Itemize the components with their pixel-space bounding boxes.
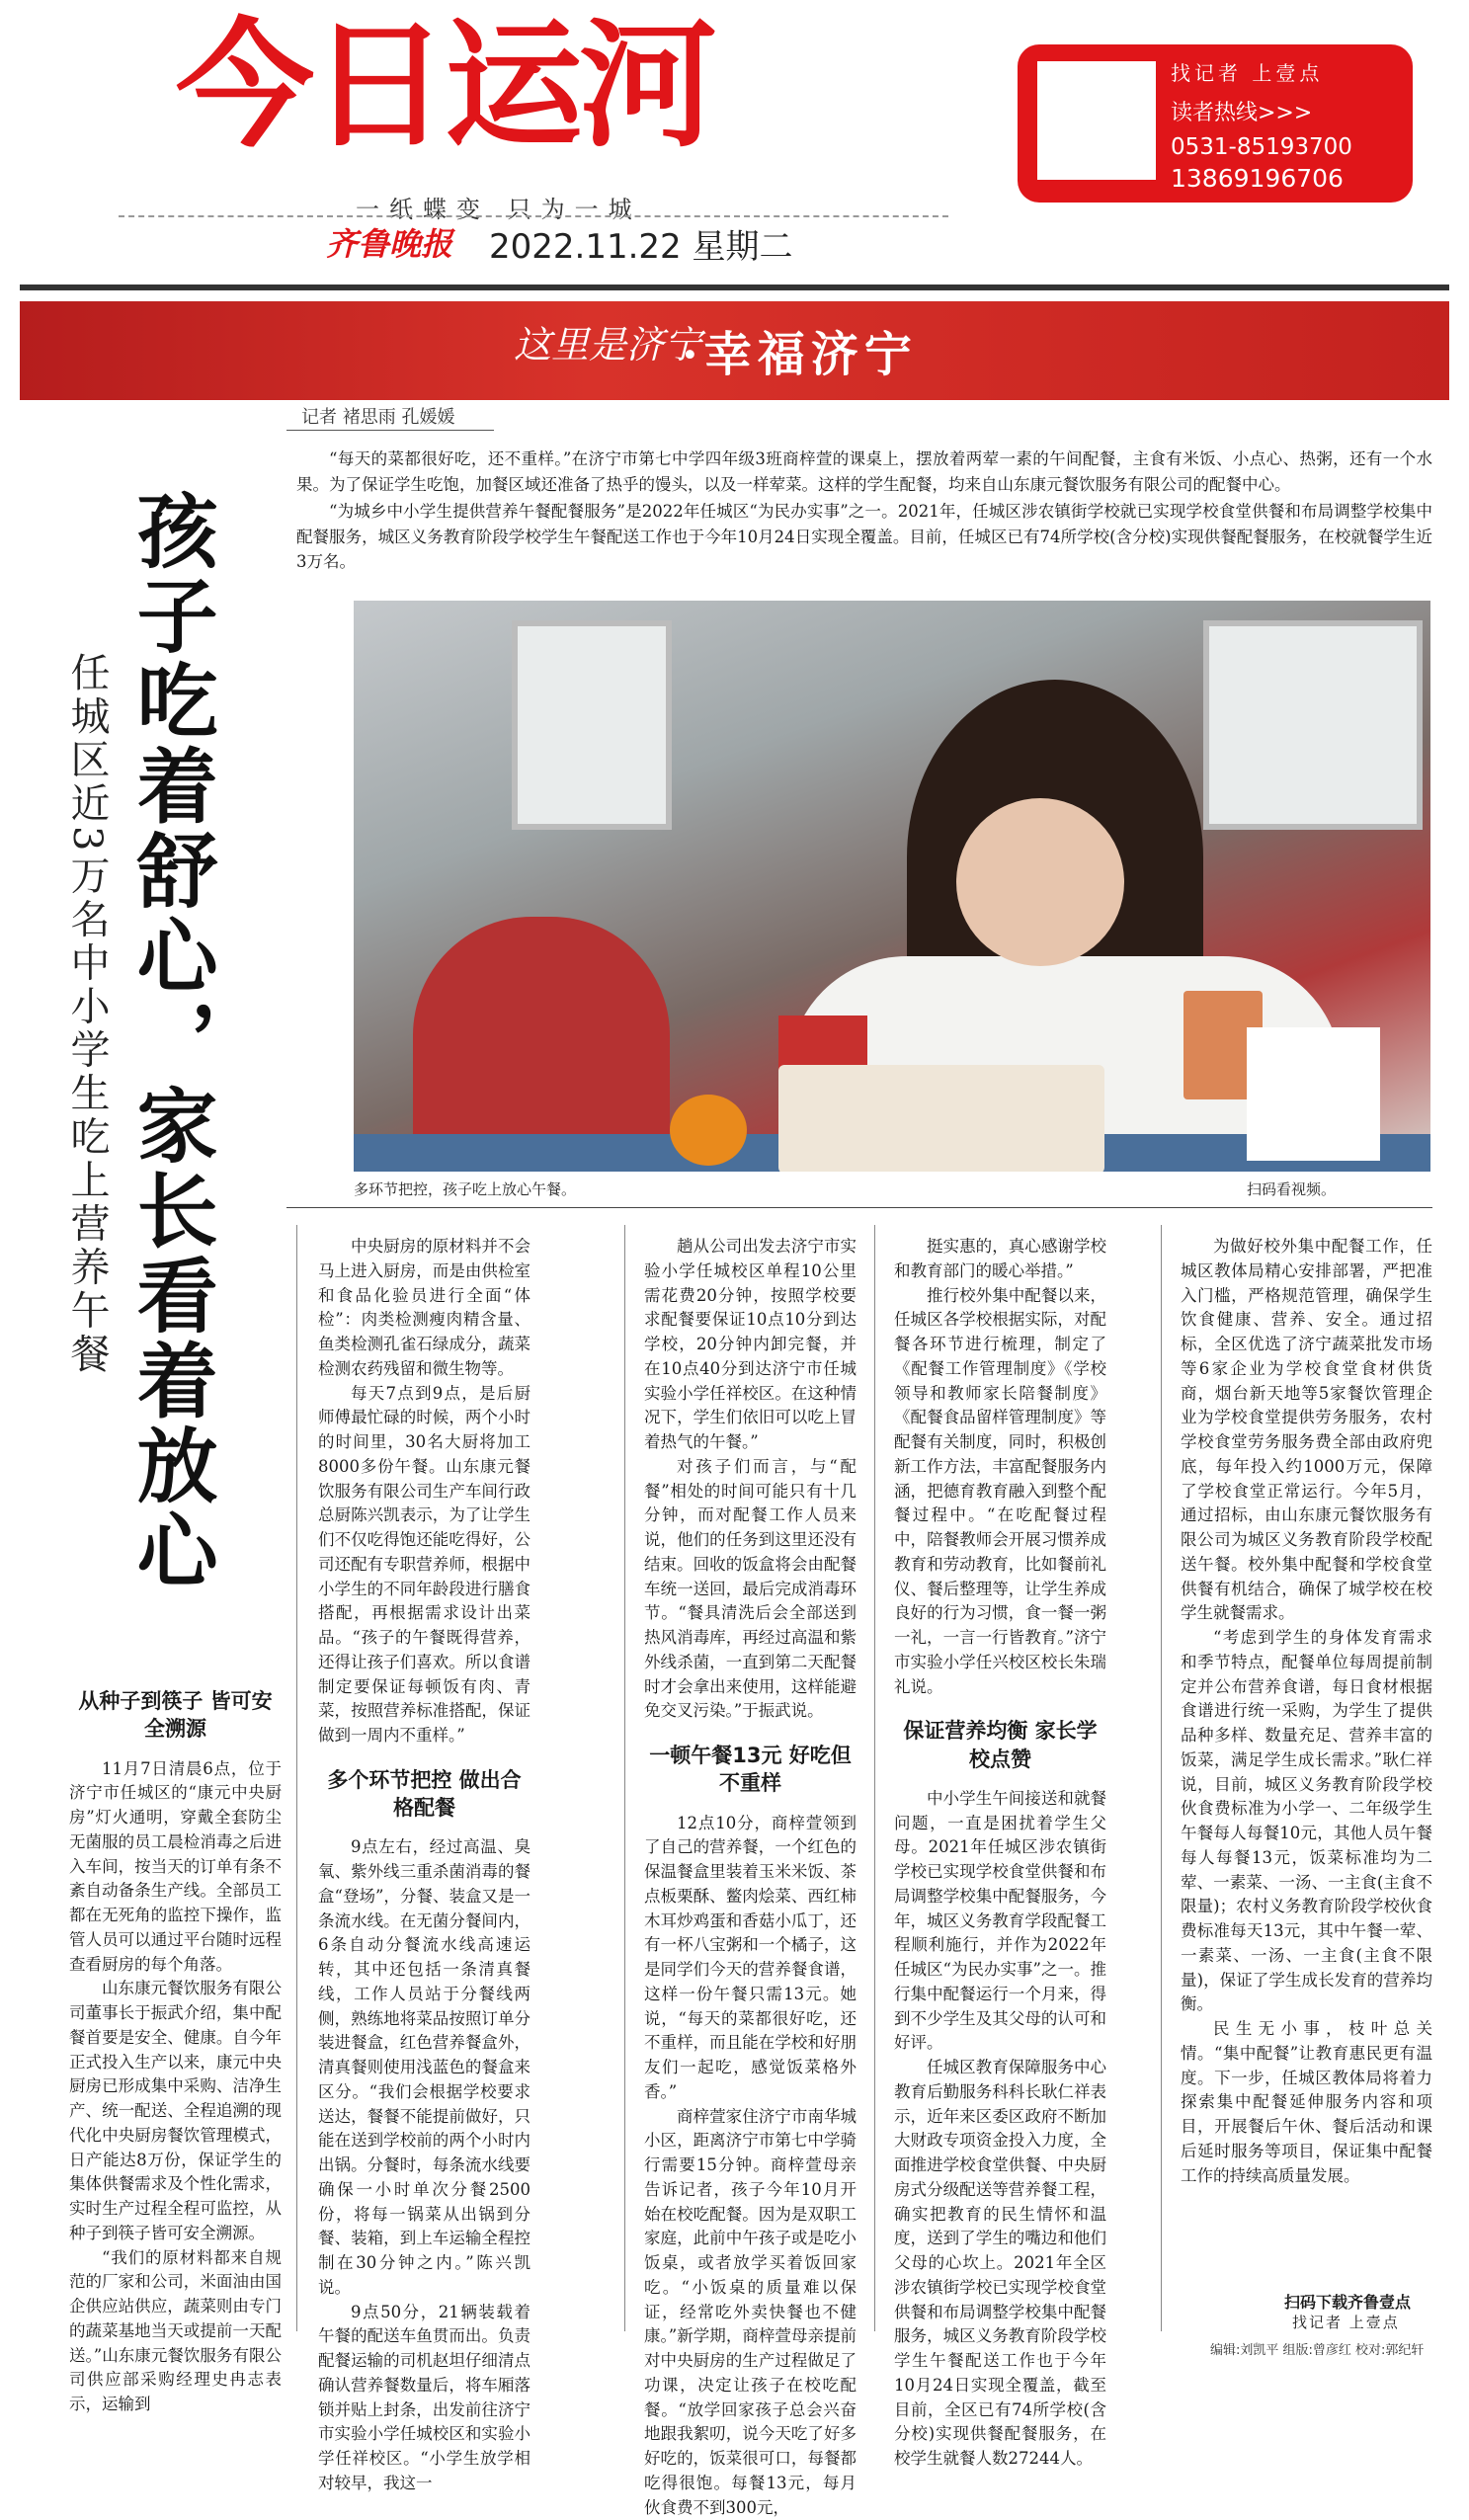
paragraph: 民生无小事，枝叶总关情。“集中配餐”让教育惠民更有温度。下一步，任城区教体局将着力探索集中配餐延伸服务内容和项目，开展餐后午休、餐后活动和课后延时服务等项目，保证集中配餐工作的持续高质量发展。 — [1181, 2019, 1432, 2185]
paragraph: 商梓萱家住济宁市南华城小区，距离济宁市第七中学骑行需要15分钟。商梓萱母亲告诉记者，孩子今年10月开始在校吃配餐。因为是双职工家庭，此前中午孩子或是吃小饭桌，或者放学买着饭回家吃。“小饭桌的质量难以保证，经常吃外卖快餐也不健康。”新学期，商梓萱母亲提前对中央厨房的生产过程做足了功课，决定让孩子在校吃配餐。“放学回家孩子总会兴奋地跟我絮叨，说今天吃了好多好吃的，饭菜很可口，每餐都吃得很饱。每餐13元，每月伙食费不到300元， — [644, 2106, 857, 2517]
photo-window-left — [512, 620, 672, 830]
qr-caption: 扫码看视频。 — [1247, 1180, 1337, 1198]
paragraph: 9点左右，经过高温、臭氧、紫外线三重杀菌消毒的餐盒“登场”，分餐、装盒又是一条流水线。在无菌分餐间内，6条自动分餐流水线高速运转，其中还包括一条清真餐线，工作人员站于分餐线两侧，熟练地将菜品按照订单分装进餐盒，红色营养餐盒外，清真餐则使用浅蓝色的餐盒来区分。“我们会根据学校要求送达，餐餐不能提前做好，只能在送到学校前的两个小时内出锅。分餐时，每条流水线要确保一小时单次分餐2500份，将每一锅菜从出锅到分餐、装箱，到上车运输全程控制在30分钟之内。”陈兴凯说。 — [318, 1837, 530, 2297]
banner-logo: 这里是济宁 — [514, 323, 702, 366]
photo-caption: 多环节把控，孩子吃上放心午餐。 — [354, 1180, 577, 1198]
byline-divider — [286, 430, 494, 431]
paragraph: 中小学生午间接送和就餐问题，一直是困扰着学生父母。2021年任城区涉农镇街学校已实现学校食堂供餐和布局调整学校集中配餐服务，今年，城区义务教育学段配餐工程顺利施行，并作为2022年任城区“为民办实事”之一。推行集中配餐运行一个月来，得到不少学生及其父母的认可和好评。 — [894, 1788, 1106, 2053]
paragraph: 趟从公司出发去济宁市实验小学任城校区单程10公里需花费20分钟，按照学校要求配餐要保证10点10分到达学校，20分钟内卸完餐，并在10点40分到达济宁市任城实验小学任祥校区。在这种情况下，学生们依旧可以吃上冒着热气的午餐。” — [644, 1237, 857, 1451]
masthead-bottom-rule — [20, 285, 1449, 290]
banner-title: ·幸福济宁 — [682, 327, 918, 382]
article-column-2 — [318, 1235, 530, 2496]
paragraph: 山东康元餐饮服务有限公司董事长于振武介绍，集中配餐首要是安全、健康。自今年正式投入生产以来，康元中央厨房已形成集中采购、洁净生产、统一配送、全程追溯的现代化中央厨房餐饮管理模式，日产能达8万份，保证学生的集体供餐需求及个性化需求，实时生产过程全程可监控，从种子到筷子皆可安全溯源。 — [69, 1979, 282, 2242]
paragraph: 12点10分，商梓萱领到了自己的营养餐，一个红色的保温餐盒里装着玉米米饭、茶点板栗酥、鳖肉烩菜、西红柿木耳炒鸡蛋和香菇小瓜丁，还有一杯八宝粥和一个橘子，这是同学们今天的营养餐食谱，这样一份午餐只需13元。她说，“每天的菜都很好吃，还不重样，而且能在学校和好朋友们一起吃，感觉饭菜格外香。” — [644, 1813, 857, 2101]
subheading-nutrition: 保证营养均衡 家长学校点赞 — [903, 1719, 1098, 1771]
video-qr-code-icon[interactable] — [1247, 1027, 1380, 1161]
paragraph: 推行校外集中配餐以来，任城区各学校根据实际，对配餐各环节进行梳理，制定了《配餐工作管理制度》《学校领导和教师家长陪餐制度》《配餐食品留样管理制度》等配餐有关制度，同时，积极创新工作方法，丰富配餐服务内涵，把德育教育融入到整个配餐过程中。“在吃配餐过程中，陪餐教师会开展习惯养成教育和劳动教育，比如餐前礼仪、餐后整理等，让学生养成良好的行为习惯，食一餐一粥一礼，一言一行皆教育。”济宁市实验小学任兴校区校长朱瑞礼说。 — [894, 1285, 1106, 1696]
photo-students-background — [413, 917, 670, 1164]
paragraph: 每天7点到9点，是后厨师傅最忙碌的时候，两个小时的时间里，30名大厨将加工8000多份午餐。山东康元餐饮服务有限公司生产车间行政总厨陈兴凯表示，为了让学生们不仅吃得饱还能吃得好，公司还配有专职营养师，根据中小学生的不同年龄段进行膳食搭配，再根据需求设计出菜品。“孩子的午餐既得营养，还得让孩子们喜欢。所以食谱制定要保证每顿饭有肉、青菜，按照营养标准搭配，保证做到一周内不重样。” — [318, 1383, 530, 1745]
lead-text — [296, 447, 1432, 577]
headline-main: 孩子吃着舒心，家长看着放心 — [123, 489, 219, 1593]
masthead-title: 今日运河 — [176, 6, 714, 167]
photo-meal-tray — [778, 1065, 1104, 1172]
paragraph: 挺实惠的，真心感谢学校和教育部门的暖心举措。” — [894, 1237, 1106, 1280]
paragraph: “我们的原材料都来自规范的厂家和公司，米面油由国企供应站供应，蔬菜则由专门的蔬菜基地当天或提前一天配送。”山东康元餐饮服务有限公司供应部采购经理史冉志表示，运输到 — [69, 2247, 282, 2414]
qr-code-icon[interactable] — [1037, 61, 1156, 180]
headline-sub: 任城区近3万名中小学生吃上营养午餐 — [64, 652, 110, 1377]
paragraph: 11月7日清晨6点，位于济宁市任城区的“康元中央厨房”灯火通明，穿戴全套防尘无菌服的员工晨检消毒之后进入车间，按当天的订单有条不紊自动备条生产线。全部员工都在无死角的监控下操作，监管人员可以通过平台随时远程查看厨房的每个角落。 — [69, 1758, 282, 1974]
brand-logo: 齐鲁晚报 — [326, 225, 453, 263]
photo-girl-face — [956, 798, 1124, 966]
article-column-1 — [69, 1669, 282, 2417]
paragraph: 9点50分，21辆装载着午餐的配送车鱼贯而出。负责配餐运输的司机赵坦仔细清点确认营养餐数量后，将车厢落锁并贴上封条，出发前往济宁市实验小学任城校区和实验小学任祥校区。“小学生放学相对较早，我这一 — [318, 2302, 530, 2492]
column-divider — [296, 1225, 297, 2331]
subheading-quality-control: 多个环节把控 做出合格配餐 — [327, 1767, 522, 1821]
footer-download-text: 扫码下载齐鲁壹点 — [1284, 2293, 1412, 2312]
footer-editors: 编辑:刘凯平 组版:曾彦红 校对:郭纪轩 — [1210, 2343, 1425, 2358]
column-divider — [1161, 1225, 1162, 2331]
masthead-divider — [119, 215, 948, 217]
lead-paragraph-1: “每天的菜都很好吃，还不重样。”在济宁市第七中学四年级3班商梓萱的课桌上，摆放着两荤一素的午间配餐，主食有米饭、小点心、热粥，还有一个水果。为了保证学生吃饱，加餐区域还准备了热乎的馒头，以及一样荤菜。这样的学生配餐，均来自山东康元餐饮服务有限公司的配餐中心。 — [296, 449, 1432, 494]
contact-hotline-label: 读者热线>>> — [1171, 101, 1313, 125]
lead-paragraph-2: “为城乡中小学生提供营养午餐配餐服务”是2022年任城区“为民办实事”之一。2021年，任城区涉农镇街学校就已实现学校食堂供餐和布局调整学校集中配餐服务，城区义务教育阶段学校学生午餐配送工作也于今年10月24日实现全覆盖。目前，任城区已有74所学校(含分校)实现供餐配餐服务，在校就餐学生近3万名。 — [296, 502, 1432, 572]
issue-date: 2022.11.22 星期二 — [489, 227, 793, 267]
column-divider — [624, 1225, 625, 2331]
contact-info — [1171, 57, 1352, 193]
article-column-4 — [894, 1235, 1106, 2472]
contact-phone-1: 0531-85193700 — [1171, 134, 1352, 160]
paragraph: 对孩子们而言，与“配餐”相处的时间可能只有十几分钟，而对配餐工作人员来说，他们的任务到这里还没有结束。回收的饭盒将会由配餐车统一送回，最后完成消毒环节。“餐具清洗后会全部送到热风消毒库，再经过高温和紫外线杀菌，一直到第二天配餐时才会拿出来使用，这样能避免交叉污染。”于振武说。 — [644, 1456, 857, 1721]
caption-divider — [286, 1207, 1432, 1208]
subheading-traceability: 从种子到筷子 皆可安全溯源 — [78, 1689, 273, 1742]
footer-slogan: 找记者 上壹点 — [1292, 2314, 1400, 2331]
photo-orange — [670, 1095, 747, 1166]
paragraph: “考虑到学生的身体发育需求和季节特点，配餐单位每周提前制定并公布营养食谱，每日食材根据食谱进行统一采购，为学生了提供品种多样、数量充足、营养丰富的饭菜，满足学生成长需求。”耿仁祥说，目前，城区义务教育阶段学校伙食费标准为小学一、二年级学生午餐每人每餐10元，其他人员午餐每人每餐13元，饭菜标准均为二荤、一素菜、一汤、一主食(主食不限量)；农村义务教育阶段学校伙食费标准每天13元，其中午餐一荤、一素菜、一汤、一主食(主食不限量)，保证了学生成长发育的营养均衡。 — [1181, 1628, 1432, 2014]
photo-window-right — [1203, 620, 1423, 830]
column-divider — [874, 1225, 875, 2331]
paragraph: 为做好校外集中配餐工作，任城区教体局精心安排部署，严把准入门槛，严格规范管理，确保学生饮食健康、营养、安全。通过招标，全区优选了济宁蔬菜批发市场等6家企业为学校食堂食材供货商，烟台新天地等5家餐饮管理企业为学校食堂提供劳务服务，农村学校食堂劳务服务费全部由政府兜底，每年投入约1000万元，保障了学校食堂正常运行。今年5月，通过招标，由山东康元餐饮服务有限公司为城区义务教育阶段学校配送午餐。校外集中配餐和学校食堂供餐有机结合，确保了城学校在校学生就餐需求。 — [1181, 1237, 1432, 1623]
contact-phone-2: 13869196706 — [1171, 164, 1344, 193]
article-column-5 — [1181, 1235, 1432, 2188]
subheading-lunch-price: 一顿午餐13元 好吃但不重样 — [649, 1744, 852, 1796]
contact-find-reporter: 找记者 上壹点 — [1171, 61, 1324, 85]
paragraph: 任城区教育保障服务中心教育后勤服务科科长耿仁祥表示，近年来区委区政府不断加大财政专项资金投入力度，全面推进学校食堂供餐、中央厨房式分级配送等营养餐工程，确实把教育的民生情怀和温度，送到了学生的嘴边和他们父母的心坎上。2021年全区涉农镇街学校已实现学校食堂供餐和布局调整学校集中配餐服务，城区义务教育阶段学校学生午餐配送工作也于今年10月24日实现全覆盖，截至目前，全区已有74所学校(含分校)实现供餐配餐服务，在校学生就餐人数27244人。 — [894, 2058, 1106, 2469]
masthead-slogan: 一纸蝶变 只为一城 — [356, 196, 642, 223]
article-column-3 — [644, 1235, 857, 2520]
byline: 记者 褚思雨 孔媛媛 — [301, 407, 455, 428]
paragraph: 中央厨房的原材料并不会马上进入厨房，而是由供检室和食品化验员进行全面“体检”：肉类检测瘦肉精含量、鱼类检测孔雀石绿成分，蔬菜检测农药残留和微生物等。 — [318, 1237, 530, 1378]
